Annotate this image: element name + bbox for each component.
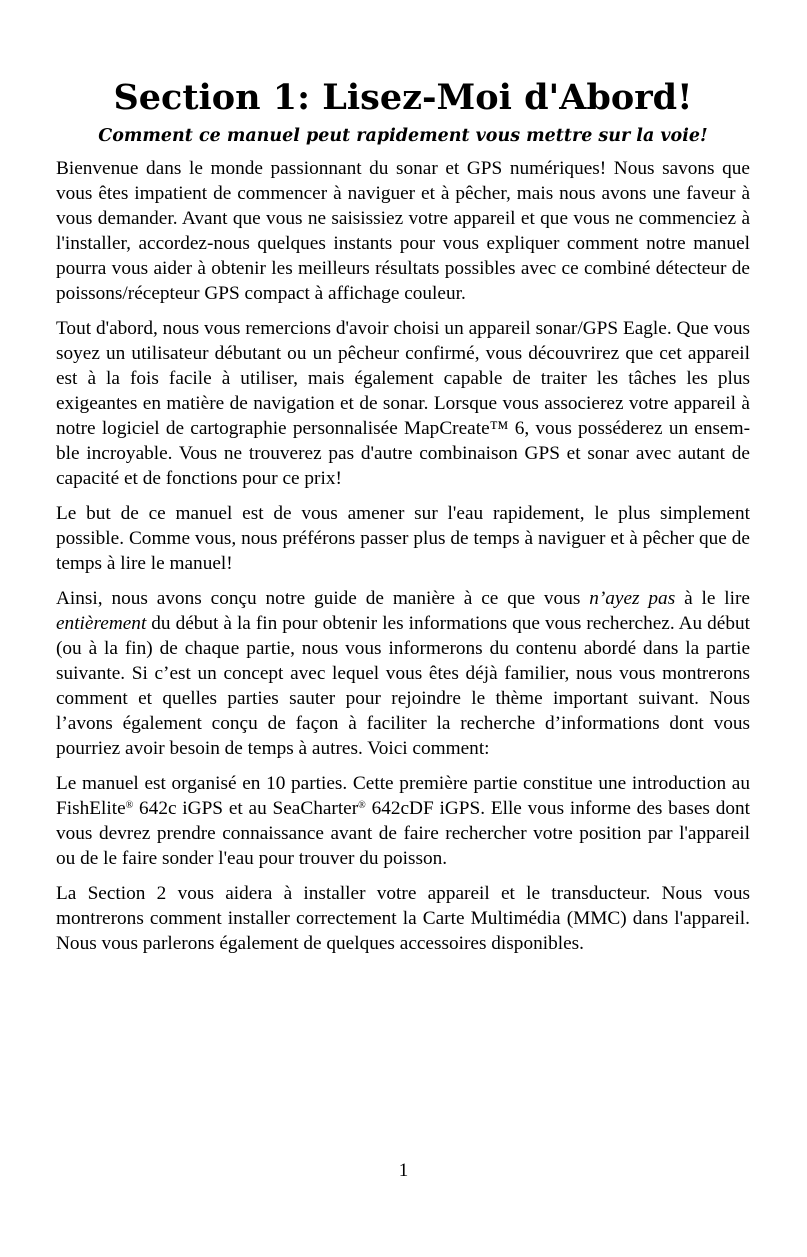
manual-page bbox=[56, 76, 750, 966]
paragraph-organization bbox=[56, 771, 750, 871]
text-run: Ainsi, nous avons conçu notre guide de manière à ce que vous bbox=[56, 588, 590, 609]
registered-mark: ® bbox=[125, 800, 134, 811]
text-run: Le manuel est organisé en 10 parties. Cette première partie constitue une introduction au FishElite bbox=[56, 773, 750, 819]
paragraph-thanks: Tout d'abord, nous vous remercions d'avoir choisi un appareil sonar/GPS Eagle. Que vous soyez un utilisateur débutant ou un pêcheur confirmé, vous découvrirez que cet appareil est à la fois facile à utiliser, mais également capable de traiter les tâches les plus exigeantes en matière de navigation et de sonar. Lorsque vous associerez votre appareil à notre logiciel de cartographie personnalisée MapCreate™ 6, vous posséderez un ensemble incroyable. Vous ne trouverez pas d'autre combinaison GPS et sonar avec autant de capacité et de fonctions pour ce prix! bbox=[56, 318, 750, 489]
emphasis-entierement: entièrement bbox=[56, 613, 147, 634]
registered-mark: ® bbox=[358, 800, 366, 811]
paragraph-section-2: La Section 2 vous aidera à installer votre appareil et le transducteur. Nous vous montrerons comment installer correctement la Carte Multimédia (MMC) dans l'appareil. Nous vous parlerons également de quelques accessoires disponibles. bbox=[56, 883, 750, 954]
paragraph-welcome: Bienvenue dans le monde passionnant du sonar et GPS numériques! Nous savons que vous êtes impatient de commencer à naviguer et à pêcher, mais nous avons une faveur à vous demander. Avant que vous ne saisissiez votre appareil et que vous ne commenciez à l'installer, accordez-nous quelques instants pour vous expliquer comment notre manuel pourra vous aider à obtenir les meilleurs résultats possibles avec ce combiné détecteur de poissons/récepteur GPS compact à affichage couleur. bbox=[56, 158, 750, 304]
paragraph-guide-design bbox=[56, 586, 750, 761]
text-run: du début à la fin pour obtenir les informations que vous recherchez. Au début (ou à la fin) de chaque partie, nous vous informerons du contenu abordé dans la partie suivante. Si c’est un concept avec lequel vous êtes déjà familier, nous vous montrerons comment et quelles parties sauter pour rejoindre le thème important suivant. Nous l’avons également conçu de façon à faciliter la recherche d’informations dont vous pourriez avoir besoin de temps à autres. Voici comment: bbox=[56, 613, 750, 759]
text-run: 642c iGPS et au SeaCharter bbox=[133, 798, 359, 819]
paragraph-purpose: Le but de ce manuel est de vous amener sur l'eau rapidement, le plus simplement possible. Comme vous, nous préférons passer plus de temps à naviguer et à pêcher que de temps à lire le manuel! bbox=[56, 503, 750, 574]
section-subtitle: Comment ce manuel peut rapidement vous mettre sur la voie! bbox=[98, 126, 708, 146]
emphasis-nayez-pas: n’ayez pas bbox=[589, 588, 676, 609]
page-number: 1 bbox=[398, 1160, 409, 1181]
text-run: 642cDF iGPS. Elle vous informe des bases dont vous devrez prendre connaissance avant de faire rechercher votre position par l'appareil ou de le faire sonder l'eau pour trouver du poisson. bbox=[56, 798, 751, 869]
text-run: à le lire bbox=[675, 588, 750, 609]
section-title: Section 1: Lisez-Moi d'Abord! bbox=[113, 77, 693, 118]
